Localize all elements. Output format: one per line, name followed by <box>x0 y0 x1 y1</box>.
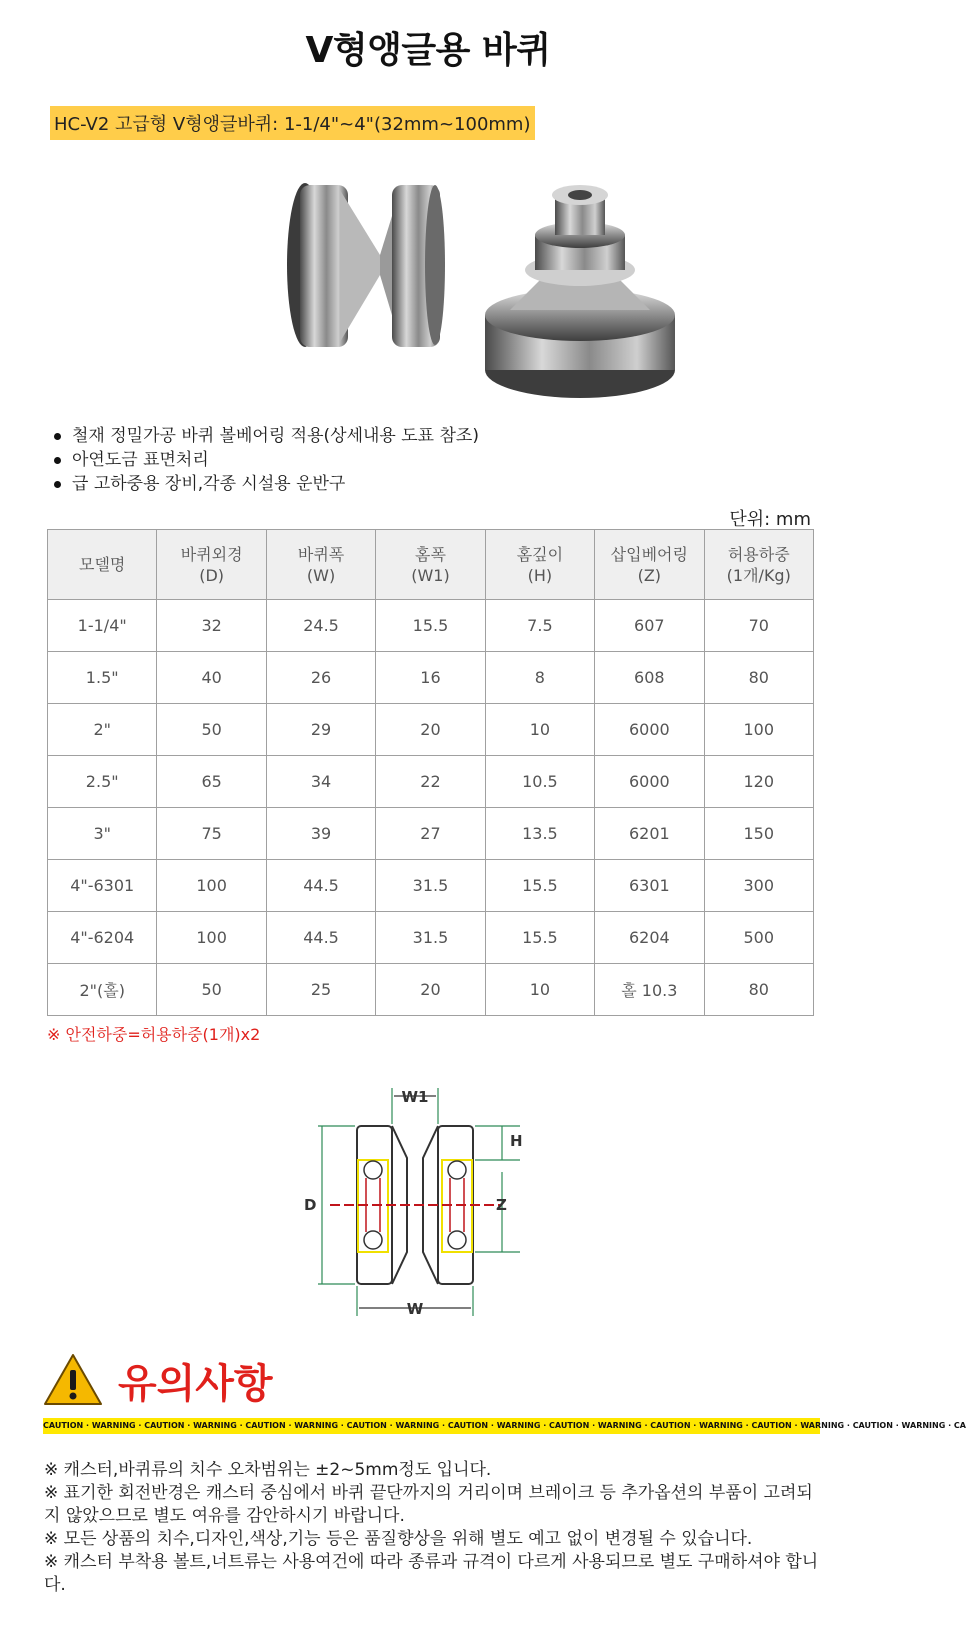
table-cell: 31.5 <box>376 912 485 964</box>
table-cell: 2.5" <box>48 756 157 808</box>
table-row <box>48 964 814 1016</box>
table-cell: 39 <box>266 808 375 860</box>
feature-item: 급 고하중용 장비,각종 시설용 운반구 <box>50 472 479 496</box>
table-cell: 25 <box>266 964 375 1016</box>
table-cell: 1-1/4" <box>48 600 157 652</box>
table-cell: 65 <box>157 756 266 808</box>
table-cell: 40 <box>157 652 266 704</box>
table-header-row <box>48 530 814 600</box>
header-groove-width: 홈폭 (W1) <box>376 530 485 600</box>
table-cell: 6000 <box>595 704 704 756</box>
wheel-angled-view <box>485 185 675 398</box>
notice-item: ※ 모든 상품의 치수,디자인,색상,기능 등은 품질향상을 위해 별도 예고 없이 변경될 수 있습니다. <box>44 1529 753 1549</box>
table-cell: 8 <box>485 652 594 704</box>
header-bearing: 삽입베어링 (Z) <box>595 530 704 600</box>
table-cell: 16 <box>376 652 485 704</box>
table-cell: 6204 <box>595 912 704 964</box>
table-cell: 150 <box>704 808 813 860</box>
table-row <box>48 808 814 860</box>
table-cell: 120 <box>704 756 813 808</box>
table-cell: 100 <box>157 860 266 912</box>
table-cell: 24.5 <box>266 600 375 652</box>
header-load: 허용하중 (1개/Kg) <box>704 530 813 600</box>
table-cell: 4"-6204 <box>48 912 157 964</box>
table-row <box>48 756 814 808</box>
table-cell: 607 <box>595 600 704 652</box>
table-row <box>48 600 814 652</box>
table-cell: 50 <box>157 704 266 756</box>
table-row <box>48 704 814 756</box>
table-cell: 홀 10.3 <box>595 964 704 1016</box>
safety-load-note: ※ 안전하중=허용하중(1개)x2 <box>47 1025 261 1044</box>
table-cell: 2" <box>48 704 157 756</box>
table-cell: 32 <box>157 600 266 652</box>
table-cell: 34 <box>266 756 375 808</box>
warning-triangle-icon <box>42 1352 104 1408</box>
table-cell: 10.5 <box>485 756 594 808</box>
label-w: W <box>406 1300 424 1318</box>
table-cell: 44.5 <box>266 860 375 912</box>
table-cell: 3" <box>48 808 157 860</box>
notice-item: ※ 캐스터 부착용 볼트,너트류는 사용여건에 따라 종류과 규격이 다르게 사용되므로 별도 구매하셔야 합니다. <box>44 1552 819 1595</box>
unit-label: 단위: mm <box>729 509 811 530</box>
feature-item: 아연도금 표면처리 <box>50 448 479 472</box>
table-cell: 500 <box>704 912 813 964</box>
header-model: 모델명 <box>48 530 157 600</box>
table-cell: 300 <box>704 860 813 912</box>
notice-item: ※ 캐스터,바퀴류의 치수 오차범위는 ±2~5mm정도 입니다. <box>44 1460 492 1480</box>
table-cell: 6000 <box>595 756 704 808</box>
label-w1: W1 <box>401 1088 429 1106</box>
table-cell: 15.5 <box>485 912 594 964</box>
label-d: D <box>304 1196 317 1214</box>
label-z: Z <box>496 1196 507 1214</box>
table-cell: 100 <box>157 912 266 964</box>
table-cell: 26 <box>266 652 375 704</box>
page-title: V형앵글용 바퀴 <box>305 30 551 71</box>
header-diameter: 바퀴외경 (D) <box>157 530 266 600</box>
header-width: 바퀴폭 (W) <box>266 530 375 600</box>
table-cell: 7.5 <box>485 600 594 652</box>
table-cell: 75 <box>157 808 266 860</box>
table-cell: 13.5 <box>485 808 594 860</box>
table-cell: 50 <box>157 964 266 1016</box>
spec-table <box>47 529 814 1016</box>
table-cell: 80 <box>704 964 813 1016</box>
table-cell: 15.5 <box>485 860 594 912</box>
table-cell: 1.5" <box>48 652 157 704</box>
product-subtitle: HC-V2 고급형 V형앵글바퀴: 1-1/4"~4"(32mm~100mm) <box>50 106 535 140</box>
table-row <box>48 912 814 964</box>
caution-tape-strip: CAUTION · WARNING · CAUTION · WARNING · CAUTION · WARNING · CAUTION · WARNING · CAUTION · WARNING · CAUTION · WARNING · CAUTION · WARNING · CAUTION · WARNING · CAUTION · WARNING · CA <box>43 1418 820 1434</box>
table-row <box>48 652 814 704</box>
dimension-diagram <box>270 1068 570 1328</box>
table-cell: 10 <box>485 704 594 756</box>
table-cell: 44.5 <box>266 912 375 964</box>
table-cell: 80 <box>704 652 813 704</box>
table-cell: 29 <box>266 704 375 756</box>
table-cell: 6301 <box>595 860 704 912</box>
header-groove-depth: 홈깊이 (H) <box>485 530 594 600</box>
table-cell: 10 <box>485 964 594 1016</box>
table-row <box>48 860 814 912</box>
label-h: H <box>510 1132 523 1150</box>
feature-item: 철재 정밀가공 바퀴 볼베어링 적용(상세내용 도표 참조) <box>50 424 479 448</box>
table-cell: 2"(홀) <box>48 964 157 1016</box>
notice-heading: 유의사항 <box>118 1361 273 1407</box>
product-photo <box>270 160 690 410</box>
table-cell: 27 <box>376 808 485 860</box>
notice-item: ※ 표기한 회전반경은 캐스터 중심에서 바퀴 끝단까지의 거리이며 브레이크 등 추가옵션의 부품이 고려되지 않았으므로 별도 여유를 감안하시기 바랍니다. <box>44 1483 813 1526</box>
wheel-side-view <box>287 183 445 347</box>
table-cell: 100 <box>704 704 813 756</box>
table-cell: 31.5 <box>376 860 485 912</box>
table-cell: 15.5 <box>376 600 485 652</box>
table-cell: 22 <box>376 756 485 808</box>
table-cell: 20 <box>376 704 485 756</box>
table-cell: 4"-6301 <box>48 860 157 912</box>
feature-list <box>50 424 479 496</box>
table-cell: 6201 <box>595 808 704 860</box>
notice-list <box>44 1459 824 1597</box>
table-cell: 70 <box>704 600 813 652</box>
table-cell: 20 <box>376 964 485 1016</box>
table-cell: 608 <box>595 652 704 704</box>
